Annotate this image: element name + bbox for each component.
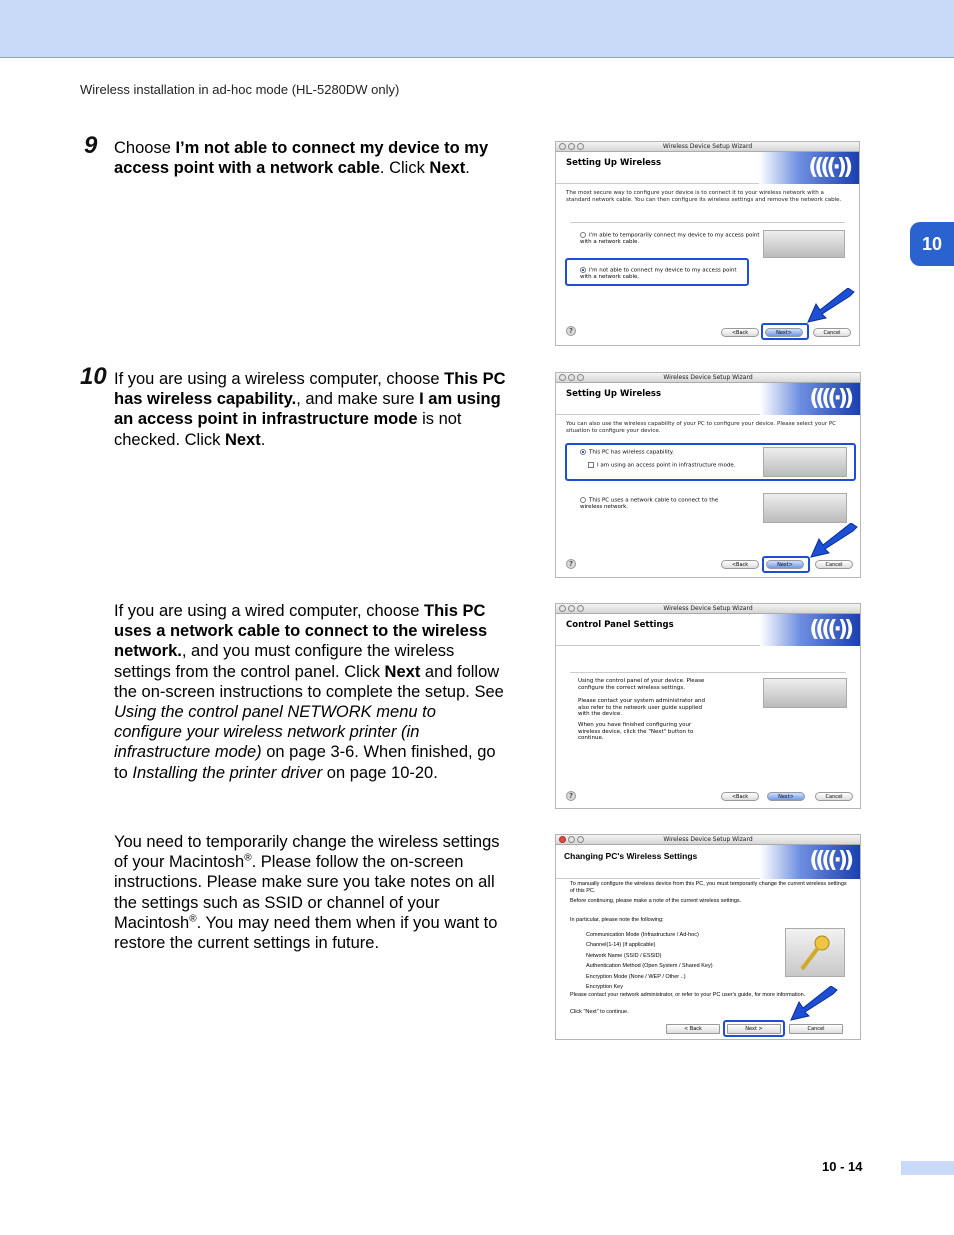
next-button[interactable]: Next > — [727, 1024, 781, 1034]
control-panel-text-2: Please contact your system administrator and also refer to the network user guide supplied with the device. — [578, 698, 705, 717]
highlight-box — [723, 1020, 785, 1037]
wizard-title: Control Panel Settings — [566, 620, 674, 630]
step-10-t3: is not checked. Click — [114, 410, 462, 449]
wired-t1: If you are using a wired computer, choose — [114, 602, 425, 620]
registered-mark: ® — [189, 913, 197, 925]
wizard-title: Setting Up Wireless — [566, 158, 662, 168]
control-panel-text-3: When you have finished configuring your wireless device, click the "Next" button to continue. — [578, 722, 694, 741]
wireless-logo-banner — [760, 383, 860, 415]
w4-text-4: Please contact your network administrator, or refer to your PC user's guide, for more information. — [570, 992, 806, 998]
next-button[interactable]: Next> — [767, 792, 805, 801]
step-10-t2: , and make sure — [296, 390, 420, 409]
wired-t3: and follow the on-screen instructions to complete the setup. See — [114, 662, 504, 701]
step-number-9: 9 — [84, 132, 98, 159]
window-titlebar — [556, 604, 860, 614]
wired-i2: Installing the printer driver — [132, 763, 323, 782]
list-item: Communication Mode (Infrastructure / Ad-hoc) — [586, 932, 699, 938]
divider — [570, 222, 845, 223]
wireless-waves-icon: ((((·)) — [808, 155, 849, 180]
help-icon[interactable]: ? — [566, 326, 576, 336]
w4-text-3: In particular, please note the following: — [570, 917, 664, 923]
header-band — [0, 0, 954, 58]
wizard-window-4 — [555, 834, 861, 1040]
page-number: 10 - 14 — [822, 1159, 863, 1174]
step-10-b3: Next — [224, 430, 261, 449]
checkbox-infrastructure[interactable] — [588, 462, 758, 469]
option-label: This PC uses a network cable to connect to the wireless network. — [580, 497, 719, 510]
step-10-t1: If you are using a wireless computer, choose — [114, 370, 445, 388]
wizard-intro: You can also use the wireless capability of your PC to configure your device. Please select your PC situation to configure your device. — [566, 421, 836, 434]
wired-t4: on page 3-6. When finished, go to — [114, 743, 496, 782]
laptop-wireless-image — [763, 447, 847, 477]
wizard-title: Setting Up Wireless — [566, 389, 662, 399]
running-head: Wireless installation in ad-hoc mode (HL-5280DW only) — [80, 82, 400, 97]
wired-b2: Next — [384, 662, 421, 681]
step-9-t2: . Click — [379, 159, 430, 178]
radio-option-cable-pc[interactable] — [580, 497, 740, 511]
wizard-header — [556, 152, 859, 184]
window-title: Wireless Device Setup Wizard — [663, 374, 753, 381]
option-label: I'm able to temporarily connect my device to my access point with a network cable. — [580, 232, 760, 245]
radio-button[interactable] — [580, 497, 586, 503]
wired-t5: on page 10-20. — [322, 763, 438, 782]
step-number-10: 10 — [80, 363, 107, 390]
radio-option-cable[interactable] — [580, 232, 760, 246]
chapter-tab: 10 — [910, 222, 954, 266]
registered-mark: ® — [244, 852, 252, 864]
wizard-title: Changing PC's Wireless Settings — [564, 851, 698, 861]
next-button[interactable]: Next> — [766, 560, 804, 569]
divider — [570, 672, 846, 673]
wizard-body — [556, 415, 860, 441]
step-9-b1: I’m not able to connect my device to my access point with a network cable — [114, 139, 489, 178]
back-button[interactable]: < Back — [666, 1024, 720, 1034]
step-9-b2: Next — [429, 159, 466, 178]
arrow-icon — [789, 986, 839, 1022]
radio-button[interactable] — [580, 232, 586, 238]
window-title: Wireless Device Setup Wizard — [662, 143, 753, 150]
wizard-window-1 — [555, 141, 860, 346]
window-title: Wireless Device Setup Wizard — [663, 836, 753, 843]
radio-option-wireless-pc[interactable] — [580, 449, 740, 456]
window-titlebar — [556, 373, 860, 383]
wireless-waves-icon: ((((·)) — [809, 386, 850, 411]
wireless-waves-icon: ((((·)) — [809, 848, 850, 873]
wizard-header — [556, 845, 860, 879]
mac-t2: . Please follow the on-screen instructions. Please make sure you take notes on all the settings such as SSID or channel of your Macintosh — [114, 853, 495, 932]
step-10-b2: I am using an access point in infrastructure mode — [114, 390, 501, 429]
window-titlebar — [556, 835, 860, 845]
radio-button-selected[interactable] — [580, 267, 586, 273]
mac-t3: . You may need them when if you want to restore the current settings in future. — [114, 913, 498, 953]
arrow-icon — [806, 288, 856, 324]
arrow-icon — [809, 523, 859, 559]
radio-option-no-cable[interactable] — [580, 267, 740, 281]
list-item: Network Name (SSID / ESSID) — [586, 952, 662, 959]
list-item: Channel(1-14) (if applicable) — [586, 942, 656, 949]
mac-text — [114, 832, 506, 953]
window-titlebar — [556, 142, 859, 152]
window-title: Wireless Device Setup Wizard — [663, 605, 753, 612]
mac-t1: You need to temporarily change the wireless settings of your Macintosh — [114, 833, 500, 872]
printer-cable-image — [763, 230, 845, 258]
wizard-header — [556, 383, 860, 415]
cancel-button[interactable]: Cancel — [789, 1024, 843, 1034]
cancel-button[interactable]: Cancel — [815, 560, 853, 569]
w4-text-1: To manually configure the wireless device from this PC, you must temporarily change the current wireless settings of this PC. — [570, 881, 847, 894]
wizard-intro: The most secure way to configure your device is to connect it to your wireless network with a standard network cable. You can then configure its wireless settings and remove the network cable. — [566, 190, 842, 203]
wizard-window-3 — [555, 603, 861, 809]
step-9-t1: Choose — [114, 139, 176, 157]
wired-text — [114, 601, 506, 783]
option-label: This PC has wireless capability. — [589, 449, 675, 456]
wired-b1: This PC uses a network cable to connect to the wireless network. — [114, 602, 488, 661]
control-panel-image — [763, 678, 847, 708]
wireless-logo-banner — [760, 614, 860, 646]
w4-text-5: Click "Next" to continue. — [570, 1009, 629, 1015]
step-10-b1: This PC has wireless capability. — [114, 370, 506, 409]
back-button[interactable]: <Back — [721, 560, 759, 569]
wireless-logo-banner — [760, 845, 860, 879]
wireless-logo-banner — [759, 152, 859, 184]
footer-bar — [901, 1161, 954, 1175]
wired-t2: , and you must configure the wireless settings from the control panel. Click — [114, 642, 455, 681]
back-button[interactable]: <Back — [721, 792, 759, 801]
desktop-cable-image — [763, 493, 847, 523]
list-item: Authentication Method (Open System / Shared Key) — [586, 963, 713, 970]
option-label: I'm not able to connect my device to my access point with a network cable. — [580, 267, 737, 280]
highlight-box — [761, 323, 809, 340]
back-button[interactable]: <Back — [721, 328, 759, 337]
control-panel-text-1: Using the control panel of your device. Please configure the correct wireless settings. — [578, 678, 705, 691]
step-9-t3: . — [465, 159, 470, 178]
list-item: Encryption Key — [586, 984, 623, 991]
highlight-box — [762, 556, 810, 573]
help-icon[interactable]: ? — [566, 559, 576, 569]
step-10-text — [114, 369, 506, 450]
step-10-t4: . — [260, 430, 266, 449]
wired-i1: Using the control panel NETWORK menu to configure your wireless network printer (in infrastructure mode) — [114, 703, 436, 762]
list-item: Encryption Mode (None / WEP / Other ..) — [586, 973, 686, 980]
w4-settings-list — [586, 930, 776, 992]
cancel-button[interactable]: Cancel — [815, 792, 853, 801]
key-icon — [785, 928, 845, 977]
step-9-text — [114, 138, 506, 178]
wizard-header — [556, 614, 860, 646]
cancel-button[interactable]: Cancel — [813, 328, 851, 337]
checkbox[interactable] — [588, 462, 594, 468]
w4-text-2: Before continuing, please make a note of the current wireless settings. — [570, 898, 742, 904]
wizard-window-2 — [555, 372, 861, 578]
radio-button-selected[interactable] — [580, 449, 586, 455]
next-button[interactable]: Next> — [765, 328, 803, 337]
checkbox-label: I am using an access point in infrastructure mode. — [597, 462, 736, 469]
wizard-body — [556, 184, 859, 210]
wireless-waves-icon: ((((·)) — [809, 617, 850, 642]
help-icon[interactable]: ? — [566, 791, 576, 801]
